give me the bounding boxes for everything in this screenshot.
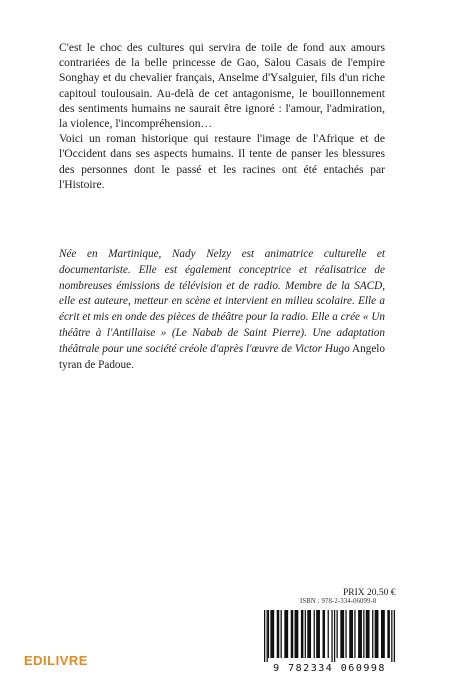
barcode-bar (281, 610, 282, 658)
barcode-bar (295, 610, 299, 658)
barcode-bar (331, 610, 332, 662)
barcode-bar (307, 610, 311, 658)
barcode-graphic (258, 608, 401, 674)
publisher-logo: EDILIVRE (24, 653, 88, 668)
barcode-bar (381, 610, 385, 658)
author-bio-text: Née en Martinique, Nady Nelzy est animatrice culturelle et documentariste. Elle est également conceptrice et réalisatrice de nombreuses émissions de télévision et de radio. Membre de la SACD, elle est auteure, metteur en scène et intervient en milieu scolaire. Elle a écrit et mis en onde des pièces de théâtre pour la radio. Elle a crée « Un théâtre à l'Antillaise » (Le Nabab de Saint Pierre). Une adaptation théâtrale pour une société créole d'après l'œuvre de Victor Hugo (59, 248, 385, 355)
barcode (258, 608, 401, 674)
barcode-bar (375, 610, 379, 658)
barcode-bar (323, 610, 326, 658)
barcode-bar (301, 610, 304, 658)
barcode-digits: 9 782334 060998 (273, 663, 386, 674)
barcode-bar (284, 610, 288, 658)
isbn-label: ISBN : 978-2-334-06099-8 (300, 598, 377, 605)
barcode-bar (316, 610, 320, 658)
barcode-bar (391, 610, 392, 662)
barcode-bar (372, 610, 373, 658)
barcode-bar (264, 610, 265, 662)
barcode-bar (387, 610, 390, 658)
barcode-bar (314, 610, 315, 658)
barcode-bar (394, 610, 395, 662)
barcode-bar (340, 610, 344, 658)
barcode-bar (270, 610, 274, 658)
author-biography (59, 247, 385, 373)
barcode-bar (267, 610, 268, 662)
barcode-bar (354, 610, 355, 658)
barcode-bar (334, 610, 335, 662)
barcode-bar (277, 610, 280, 658)
barcode-bar (363, 610, 364, 658)
summary-paragraph-2: Voici un roman historique qui restaure l'image de l'Afrique et de l'Occident dans ses aspects humains. Il tente de panser les blessures des personnes dont le passé et les racines ont été entachés par l'Histoire. (59, 132, 385, 191)
barcode-bar (336, 610, 337, 658)
barcode-bar (268, 610, 269, 658)
summary-paragraph-1: C'est le choc des cultures qui servira de toile de fond aux amours contrariées de la belle princesse de Gao, Salou Casais de l'empire Songhay et du chevalier français, Anselme d'Ysalguier, fils d'un riche capitoul toulousain. Au-delà de cet antagonisme, le bouillonnement des sentiments humains ne saurait être ignoré : l'amour, l'admiration, la violence, l'incompréhension… (59, 41, 385, 131)
play-title: Angelo tyran de Padoue. (59, 342, 385, 371)
barcode-bar (305, 610, 306, 658)
barcode-bar (291, 610, 294, 658)
barcode-bar (345, 610, 346, 658)
price-label: PRIX 20.50 € (343, 588, 396, 598)
barcode-bar (366, 610, 370, 658)
barcode-bar (358, 610, 362, 658)
barcode-bar (349, 610, 353, 658)
back-cover-summary (59, 40, 385, 192)
barcode-bar (328, 610, 329, 658)
